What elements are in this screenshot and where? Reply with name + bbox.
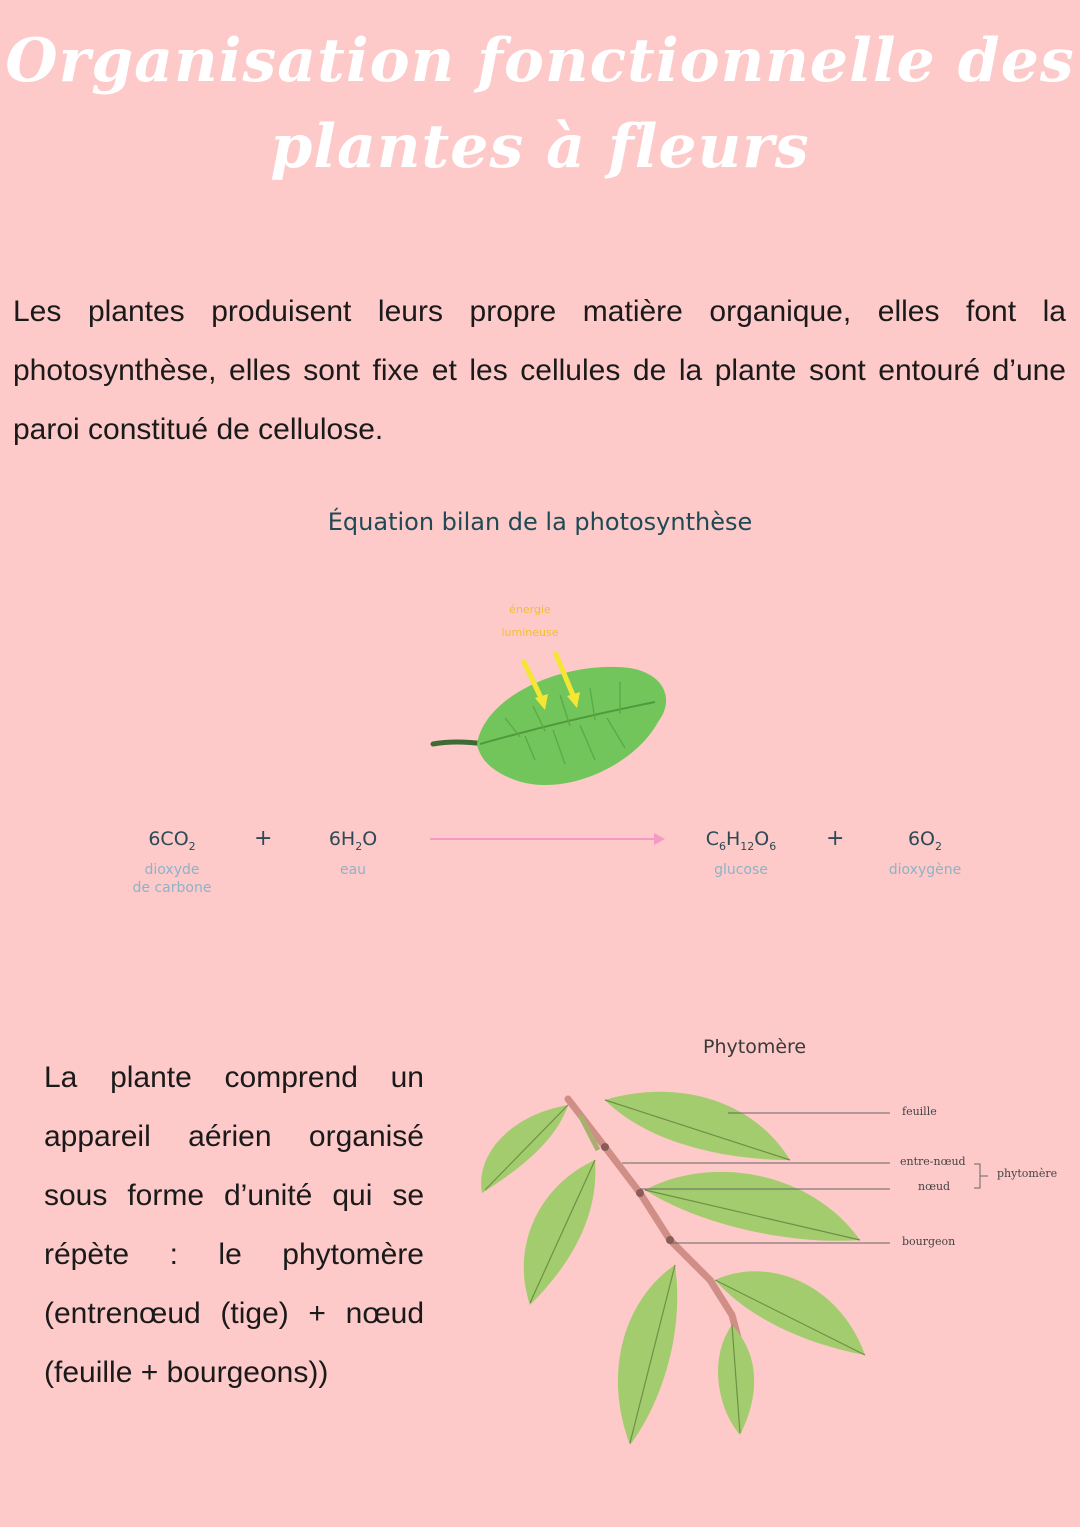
label-bud: bourgeon — [902, 1235, 956, 1248]
glucose-formula: $C_6H_{12}O_6$ — [705, 828, 777, 853]
reactant-h2o — [303, 828, 403, 879]
node-1 — [601, 1143, 609, 1151]
phytomere-bracket — [972, 1158, 992, 1198]
product-o2 — [870, 828, 980, 879]
intro-paragraph: Les plantes produisent leurs propre matière organique, elles font la photosynthèse, elles sont fixe et les cellules de la plante sont entouré d’une paroi constitué de cellulose. — [13, 295, 1066, 446]
label-phytomere: phytomère — [997, 1167, 1058, 1180]
phytomere-paragraph: La plante comprend un appareil aérien organisé sous forme d’unité qui se répète : le phytomère (entrenœud (tige) + nœud (feuille + bourgeons)) — [44, 1061, 424, 1389]
leaf-illustration — [425, 640, 685, 800]
light-energy-label — [480, 598, 580, 644]
co2-name-line-2: de carbone — [132, 879, 212, 896]
plus-sign-2: + — [826, 826, 845, 851]
co2-name — [112, 861, 232, 897]
reactant-co2 — [112, 828, 232, 897]
phytomere-figure-title: Phytomère — [703, 1036, 807, 1058]
h2o-name: eau — [339, 861, 367, 878]
equation-title: Équation bilan de la photosynthèse — [327, 508, 753, 536]
plus-sign-1: + — [254, 826, 273, 851]
node-2 — [636, 1189, 644, 1197]
energy-line-2: lumineuse — [501, 626, 559, 639]
co2-name-line-1: dioxyde — [144, 861, 200, 878]
leaf-7 — [718, 1325, 754, 1435]
title-line-1: Organisation fonctionnelle des — [5, 26, 1075, 96]
branch-illustration — [470, 1075, 890, 1455]
page-title — [0, 18, 1080, 190]
label-node: nœud — [918, 1180, 951, 1193]
label-leaf: feuille — [902, 1105, 937, 1118]
leaf-1 — [481, 1105, 568, 1193]
o2-formula: $6O_2$ — [907, 828, 943, 853]
glucose-name: glucose — [714, 861, 768, 878]
product-glucose — [686, 828, 796, 879]
label-internode: entre-nœud — [900, 1155, 966, 1168]
reaction-arrow — [428, 829, 668, 849]
leaf-3 — [524, 1160, 596, 1305]
h2o-formula: $6H_2O$ — [328, 828, 378, 853]
leaf-4 — [645, 1172, 860, 1241]
leaf-5 — [618, 1265, 677, 1445]
energy-line-1: énergie — [509, 603, 551, 616]
co2-formula: $6CO_2$ — [148, 828, 196, 853]
leaf-2 — [605, 1092, 790, 1160]
o2-name: dioxygène — [888, 861, 962, 878]
title-line-2: plantes à fleurs — [270, 112, 810, 182]
leaf-blade — [477, 667, 666, 785]
